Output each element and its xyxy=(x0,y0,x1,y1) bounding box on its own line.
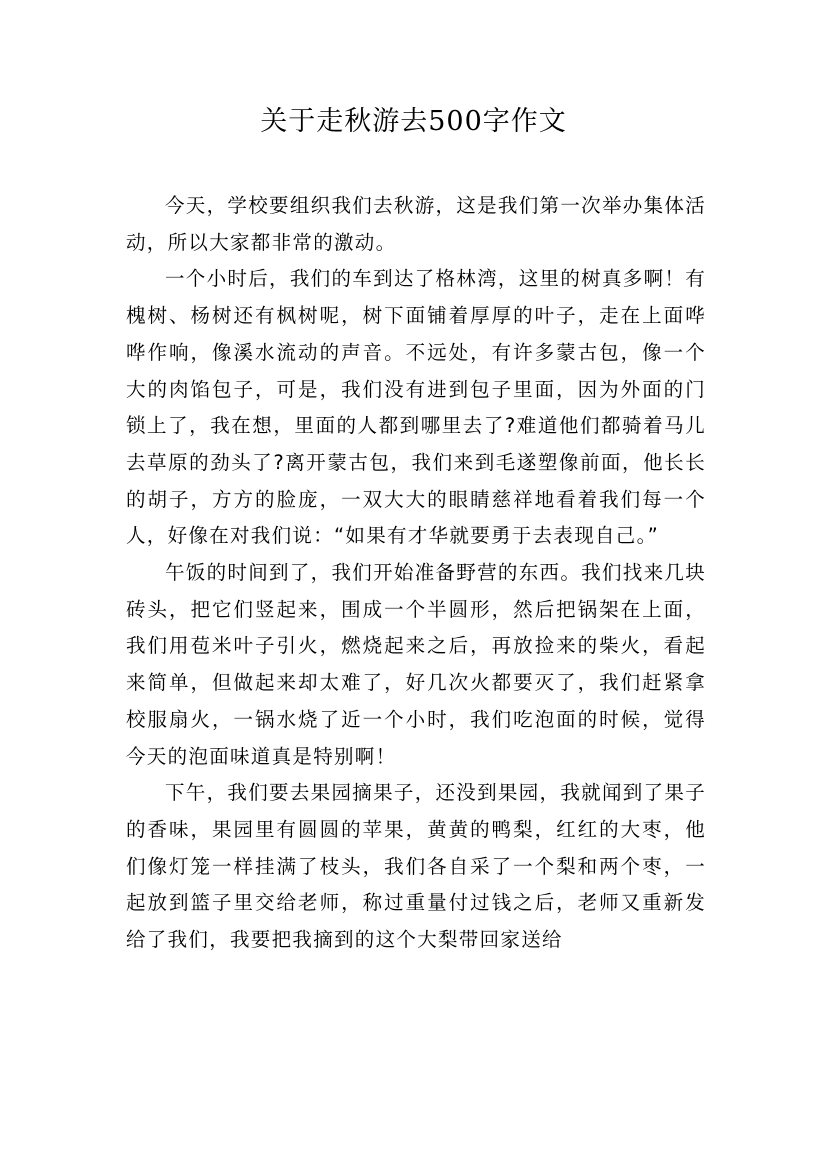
paragraph-4: 下午，我们要去果园摘果子，还没到果园，我就闻到了果子的香味，果园里有圆圆的苹果，黄黄的鸭梨，红红的大枣，他们像灯笼一样挂满了枝头，我们各自采了一个梨和两个枣，一起放到篮子里交给老师，称过重量付过钱之后，老师又重新发给了我们，我要把我摘到的这个大梨带回家送给 xyxy=(126,781,706,952)
paragraph-1: 今天，学校要组织我们去秋游，这是我们第一次举办集体活动，所以大家都非常的激动。 xyxy=(126,194,706,254)
document-title: 关于走秋游去500字作文 xyxy=(260,106,567,137)
document-body xyxy=(126,188,706,959)
paragraph-3: 午饭的时间到了，我们开始准备野营的东西。我们找来几块砖头，把它们竖起来，围成一个半圆形，然后把锅架在上面，我们用苞米叶子引火，燃烧起来之后，再放捡来的柴火，看起来简单，但做起来却太难了，好几次火都要灭了，我们赶紧拿校服扇火，一锅水烧了近一个小时，我们吃泡面的时候，觉得今天的泡面味道真是特别啊！ xyxy=(126,561,706,768)
paragraph-2: 一个小时后，我们的车到达了格林湾，这里的树真多啊！有槐树、杨树还有枫树呢，树下面铺着厚厚的叶子，走在上面哗哗作响，像溪水流动的声音。不远处，有许多蒙古包，像一个大的肉馅包子，可是，我们没有进到包子里面，因为外面的门锁上了，我在想，里面的人都到哪里去了?难道他们都骑着马儿去草原的劲头了?离开蒙古包，我们来到毛遂塑像前面，他长长的胡子，方方的脸庞，一双大大的眼睛慈祥地看着我们每一个人，好像在对我们说：“如果有才华就要勇于去表现自己。” xyxy=(126,267,706,548)
